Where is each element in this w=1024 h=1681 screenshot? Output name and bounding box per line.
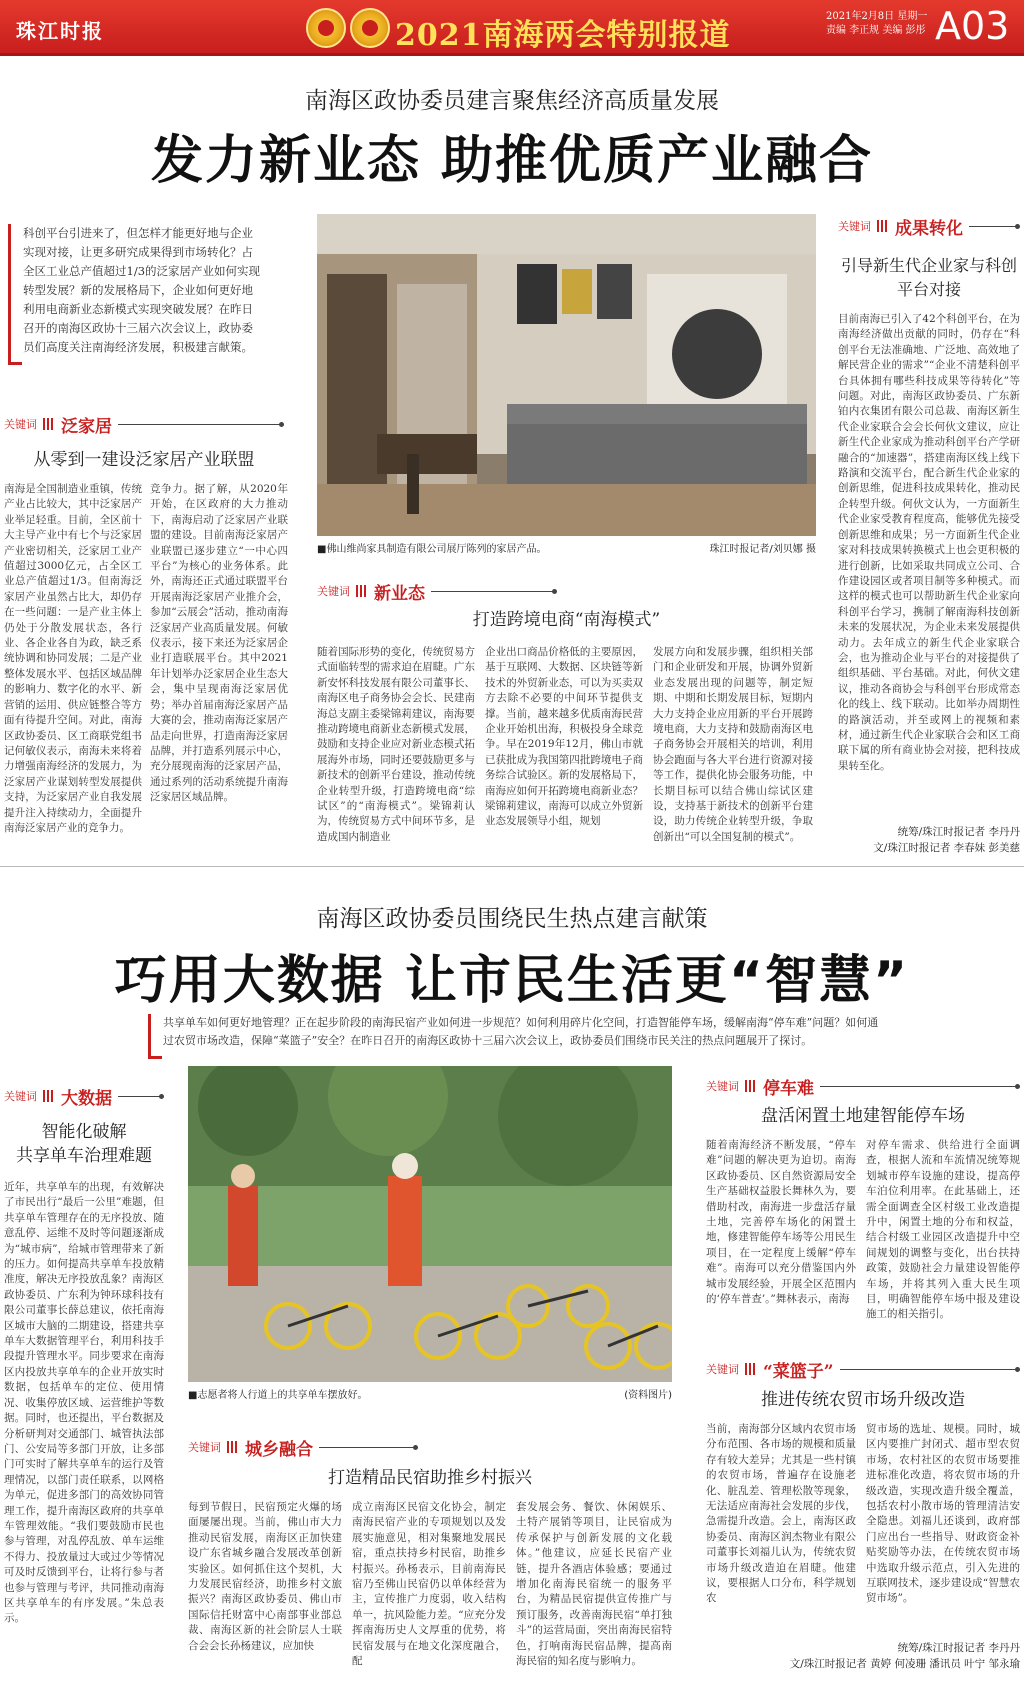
- byline-writer: 文/珠江时报记者 李春妹 彭美慈: [873, 842, 1020, 854]
- section-body: 当前，南海部分区域内农贸市场分布范围、各市场的规模和质量存有较大差异；尤其是一些村镇的农贸市场，普遍存在设施老化、脏乱差、管理松散等现象，无法适应南海社会发展的步伐，急需提升改造。会上，南海区政协委员、南海区润杰物业有限公司董事长刘福儿认为，传统农贸市场升级改造迫在眉睫。他建议，要根据人口分布，科学规划农: [706, 1423, 856, 1605]
- keyword-label: 关键词: [706, 1363, 739, 1376]
- keyword-dots-icon: [43, 418, 55, 430]
- article2-photo: [188, 1066, 672, 1382]
- article2-kicker: 南海区政协委员围绕民生热点建言献策: [316, 906, 708, 932]
- article2-photo-caption: ■志愿者将人行道上的共享单车摆放好。: [188, 1390, 368, 1401]
- keyword-label: 关键词: [317, 585, 350, 598]
- byline-editor: 统筹/珠江时报记者 李丹丹: [897, 826, 1020, 838]
- cppcc-emblem-icon: [350, 8, 390, 48]
- editor-credits: 责编 李正规 美编 彭彤: [826, 25, 926, 36]
- keyword-label: 关键词: [838, 220, 871, 233]
- section-body: 企业出口商品价格低的主要原因，基于互联网、大数据、区块链等新技术的外贸新业态，可以为买卖双方去除不必要的中间环节提供支撑。当前，越来越多优质南海民营企业开始机出海，积极投身全球竞争。早在2019年12月，佛山市就已获批成为我国第四批跨境电子商务综合试验区。新的发展格局下，南海应如何开拓跨境电商新业态？梁锦莉建议，南海可以成立外贸新业态发展领导小组，规划: [485, 646, 643, 828]
- section-body: 每到节假日，民宿预定火爆的场面屡屡出现。当前，佛山市大力推动民宿发展，南海区正加快建设广东省城乡融合发展改革创新实验区。如何抓住这个契机，大力发展民宿经济，助推乡村文旅振兴？南海区政协委员、佛山市国际信托财富中心南部事业部总裁、南海区新的社会阶层人士联合会会长孙杨建议，应加快: [188, 1501, 342, 1652]
- tag-rule: [969, 226, 1020, 227]
- showroom-photo-graphic: [317, 214, 816, 536]
- keyword-label: 关键词: [706, 1080, 739, 1093]
- section-body: 对停车需求、供给进行全面调查，根据人流和车流情况统筹规划城市停车设施的建设，提高停车泊位利用率。在此基础上，还需全面调查全区村级工业改造提升中，闲置土地的分布和权益，结合村级工业园区改造提升中空间规划的调整与变化，出台扶持政策，鼓励社会力量建设智能停车场，并将其列入重大民生项目，明确智能停车场中报及建设施工的相关指引。: [866, 1139, 1020, 1321]
- masthead-banner: [0, 0, 1024, 56]
- section-body: 随着国际形势的变化，传统贸易方式面临转型的需求迫在眉睫。广东新安怀科技发展有限公司董事长、南海区电子商务协会会长、民建南海总支副主委梁锦莉建议，南海要推动跨境电商新业态新模式发展，鼓励和支持企业应对新业态模式拓展海外市场，同时还要鼓励更多与新技术的创新平台建设，推动传统企业转型升级，打造跨境电商“综试区”的“南海模式”。梁锦莉认为，传统贸易方式中间环节多，是造成国内制造业: [317, 646, 475, 843]
- keyword-label: 关键词: [4, 1090, 37, 1103]
- section-title: 打造精品民宿助推乡村振兴: [328, 1468, 532, 1488]
- section-body: 成立南海区民宿文化协会，制定南海民宿产业的专项规划以及发展实施意见，相对集聚地发展民宿，重点扶持乡村民宿，助推乡村振兴。孙杨表示，目前南海民宿乃至佛山民宿仍以单体经营为主，宣传推广力度弱，收入结构单一，抗风险能力差。“应充分发挥南海历史人文厚重的优势，将民宿发展与在地文化深度融合，配: [352, 1501, 506, 1668]
- article1-photo-caption: ■佛山维尚家具制造有限公司展厅陈列的家居产品。: [317, 544, 547, 555]
- tag-chengxiangronghe: [188, 1436, 418, 1458]
- keyword: 城乡融合: [245, 1439, 313, 1460]
- tag-tingchenan: [706, 1075, 1020, 1097]
- section-title: 引导新生代企业家与科创平台对接: [840, 256, 1017, 299]
- article1-byline: [838, 824, 1020, 856]
- masthead-info: [826, 10, 936, 38]
- tag-rule: [319, 1447, 418, 1448]
- keyword-dots-icon: [745, 1363, 757, 1375]
- section-title-line2: 共享单车治理难题: [16, 1146, 152, 1166]
- tag-dashuju: [4, 1085, 164, 1107]
- tag-rule: [840, 1369, 1020, 1370]
- section-body: 南海是全国制造业重镇，传统产业占比较大，其中泛家居产业举足轻重。目前，全区前十大主导产业中有七个与泛家居产业密切相关，泛家居工业产值超过3000亿元，占全区工业总产值超过1/3。但南海泛家居产业虽然占比大，却仍存在一些问题：一是产业主体上仍处于分散发展状态，各行业、各企业各自为政，缺乏系统协调和协同发展；二是产业整体发展水平、包括区域品牌的影响力、数字化的水平、新营销的运用、供应链整合等方面有待提升空间。对此，南海区政协委员、区工商联党组书记何敏仪表示，南海未来将着力增强南海经济的发展力，为泛家居产业谋划转型发展提供支持，为泛家居产业自我发展提升注入持续动力，全面提升南海泛家居产业的竞争力。: [4, 483, 142, 834]
- section-title: 从零到一建设泛家居产业联盟: [33, 450, 255, 470]
- paper-logo: 珠江时报: [16, 19, 104, 43]
- keyword: 泛家居: [61, 416, 112, 437]
- section-body: 发展方向和发展步骤，组织相关部门和企业研发和开展，协调外贸新业态发展出现的问题等，制定短期、中期和长期发展目标，短期内大力支持企业应用新的平台开展跨境电商，大力支持和鼓励南海区电子商务协会开展相关的培训，利用协会跑面与各大平台进行资源对接等工作，提供化协会服务功能，中长期目标可以结合佛山综试区建设，支持基于新技术的创新平台建设，助力传统企业转型升级，争取创新出“可以全国复制的模式”。: [653, 646, 813, 843]
- section-title-line1: 智能化破解: [41, 1122, 127, 1142]
- shared-bikes-photo-graphic: [188, 1066, 672, 1382]
- keyword-label: 关键词: [188, 1441, 221, 1454]
- special-report-title: 2021南海两会特别报道: [395, 18, 731, 53]
- page-number: A03: [935, 4, 1010, 48]
- section-title: 盘活闲置土地建智能停车场: [761, 1106, 965, 1126]
- article2-photo-credit: (资料图片): [624, 1390, 672, 1401]
- keyword-dots-icon: [43, 1090, 55, 1102]
- tag-chengguozhuanhua: [838, 215, 1020, 237]
- article1-photo-caption-row: [317, 540, 816, 555]
- article2-photo-caption-row: [188, 1386, 672, 1401]
- article2-byline: [706, 1640, 1020, 1672]
- tag-rule: [118, 1096, 164, 1097]
- keyword: 成果转化: [895, 218, 963, 239]
- keyword: 新业态: [374, 583, 425, 604]
- keyword-dots-icon: [877, 220, 889, 232]
- byline-writer: 文/珠江时报记者 黄婷 何凌珊 潘讯员 叶宁 邹永瑜: [789, 1658, 1020, 1670]
- issue-date: 2021年2月8日 星期一: [826, 11, 928, 22]
- byline-editor: 统筹/珠江时报记者 李丹丹: [897, 1642, 1020, 1654]
- article1-headline: 发力新业态 助推优质产业融合: [150, 131, 874, 191]
- section-body: 贸市场的选址、规模。同时，城区内要推广封闭式、超市型农贸市场，农村社区的农贸市场要推进标准化改造，将农贸市场的升级改造，实现改造升级全覆盖，包括农村小散市场的管理清洁安全隐患。刘福儿还谈到，政府部门应出台一些指导、财政资金补贴奖励等办法，在传统农贸市场中选取升级示范点，引入先进的互联网技术，逐步建设成“智慧农贸市场”。: [866, 1423, 1020, 1605]
- keyword: 停车难: [763, 1078, 814, 1099]
- article1-lead: 科创平台引进来了，但怎样才能更好地与企业实现对接，让更多研究成果得到市场转化？占全区工业总产值超过1/3的泛家居产业如何实现转型发展？新的发展格局下，企业如何更好地利用电商新业态新模式实现突破发展？在昨日召开的南海区政协十三届六次会议上，政协委员们高度关注南海经济发展，积极建言献策。: [8, 224, 264, 364]
- article1-photo-credit: 珠江时报记者/刘贝娜 摄: [709, 544, 816, 555]
- emblem-icon: [306, 8, 346, 48]
- keyword-dots-icon: [356, 585, 368, 597]
- tag-rule: [118, 424, 284, 425]
- tag-xinyetai: [317, 580, 557, 602]
- keyword-label: 关键词: [4, 418, 37, 431]
- tag-fanjiaju: [4, 413, 284, 435]
- section-body: 套发展会务、餐饮、休闲娱乐、土特产展销等项目，让民宿成为传承保护与创新发展的文化载体。”他建议，应延长民宿产业链，提升各酒店体验感；要通过增加化南海民宿统一的服务平台，为精品民宿提供宣传推广与预订服务，改善南海民宿“单打独斗”的运营局面，突出南海民宿特色，打响南海民宿品牌，提高南海民宿的知名度与影响力。: [516, 1501, 672, 1668]
- tag-rule: [820, 1086, 1020, 1087]
- article2-lead: 共享单车如何更好地管理？正在起步阶段的南海民宿产业如何进一步规范？如何利用碎片化空间，打造智能停车场，缓解南海“停车难”问题？如何通过农贸市场改造，保障“菜篮子”安全？在昨日召开的南海区政协十三届六次会议上，政协委员们围绕市民关注的热点问题展开了探讨。: [148, 1014, 888, 1058]
- keyword-dots-icon: [227, 1441, 239, 1453]
- keyword: “菜篮子”: [763, 1361, 834, 1382]
- section-divider: [0, 866, 1024, 867]
- section-title: 推进传统农贸市场升级改造: [761, 1390, 965, 1410]
- section-body: 近年，共享单车的出现，有效解决了市民出行“最后一公里”难题，但共享单车管理存在的无序投放、随意乱停、运维不及时等问题逐渐成为“城市病”，给城市管理带来了新的压力。如何提高共享单车投放精准度，解决无序投放乱象？南海区政协委员、广东利为钟环球科技有限公司董事长薛总建议，依托南海区城市大脑的二期建设，搭建共享单车大数据管理平台，利用科技手段提升管理水平。同步要求在南海区内投放共享单车的企业开放实时数据，包括单车的定位、使用情况、收集停放区域、运营维护等数据。同时，也还提出，平台数据及分析研判对交通部门、城管执法部门、公安局等多部门开放，让多部门可实时了解共享单车的运行及管理情况，以部门责任联系，以网格为单元，促进多部门的高效协同管理工作，提升南海区政府的共享单车管理效能。“我们要鼓励市民也参与管理，对乱停乱放、单车运维不得力、投放量过大或过少等情况可及时反馈到平台，让将行参与者也参与管理与考评，共同推动南海区共享单车的有序发展。”朱总表示。: [4, 1181, 164, 1625]
- keyword: 大数据: [61, 1088, 112, 1109]
- article1-photo: [317, 214, 816, 536]
- keyword-dots-icon: [745, 1080, 757, 1092]
- article2-headline: 巧用大数据 让市民生活更“智慧”: [114, 951, 910, 1011]
- section-title: 打造跨境电商“南海模式”: [472, 610, 661, 630]
- article1-kicker: 南海区政协委员建言聚焦经济高质量发展: [305, 88, 719, 114]
- section-body: 竞争力。据了解，从2020年开始，在区政府的大力推动下，南海启动了泛家居产业联盟的建设。目前南海泛家居产业联盟已逐步建立“一中心四平台”为核心的业务体系。此外，南海还正式通过联盟平台开展南海泛家居产业推介会，参加“云展会”活动，推动南海泛家居产业高质量发展。何敏仪表示，接下来还为泛家居企业打造联展平台。其中2021年计划举办泛家居企业生态大会，集中呈现南海泛家居优势；举办首届南海泛家居产品大赛的会，推动南海泛家居产品走向世界，打造南海泛家居品牌，并打造系列展示中心，充分展现南海的泛家居产品，通过系列的活动系统提升南海泛家居区域品牌。: [150, 483, 288, 804]
- section-body: 随着南海经济不断发展，“停车难”问题的解决更为迫切。南海区政协委员、区自然资源局安全生产基础权益股长舞林久为，要借助村改，南海进一步盘活存量土地，完善停车场化的闲置土地，修建智能停车场等公用民生项目，在一定程度上缓解“停车难”。南海可以充分借鉴国内外城市发展经验，开展全区范围内的‘停车普查’。”舞林表示，南海: [706, 1139, 856, 1306]
- section-title: [4, 1120, 164, 1168]
- tag-rule: [431, 591, 557, 592]
- tag-cailanzi: [706, 1358, 1020, 1380]
- section-body: 目前南海已引入了42个科创平台，在为南海经济做出贡献的同时，仍存在“科创平台无法准确地、广泛地、高效地了解民营企业的需求”“企业不清楚科创平台具体拥有哪些科技成果等待转化”等问题。对此，南海区政协委员、广东新铂内衣集团有限公司总裁、南海区新生代企业家联合会会长何伙文建议，应让新生代企业家成为推动科创平台产学研融合的“加速器”，搭建南海区线上线下路演和交流平台，配合新生代企业家的创新思维，促进科技成果转化，推动民企转型升级。何伙文认为，一方面新生代企业家受教育程度高，能够优先接受创新思维和成果；另一方面新生代企业家对科技成果转换模式上也会更积极的进行创新，比如采取共同成立公司、合作建设园区或者项目制等多种模式。而这样的模式也可以帮助新生代企业家向科创平台学习，携制了解南海科技创新未来的发展状况，为企业未来发展提供动力。去年成立的新生代企业家联合会，也为推动企业与平台的对接提供了组织基础、平台基础。对此，何伙文建议，推动各商协会与科创平台形成常态化的线上、线下联动。比如举办周期性的路演活动，并至或网上的视频和素材，通过新生代企业家联合会和区工商联下属的所有商业协会对接，把科技成果转至化。: [838, 313, 1020, 772]
